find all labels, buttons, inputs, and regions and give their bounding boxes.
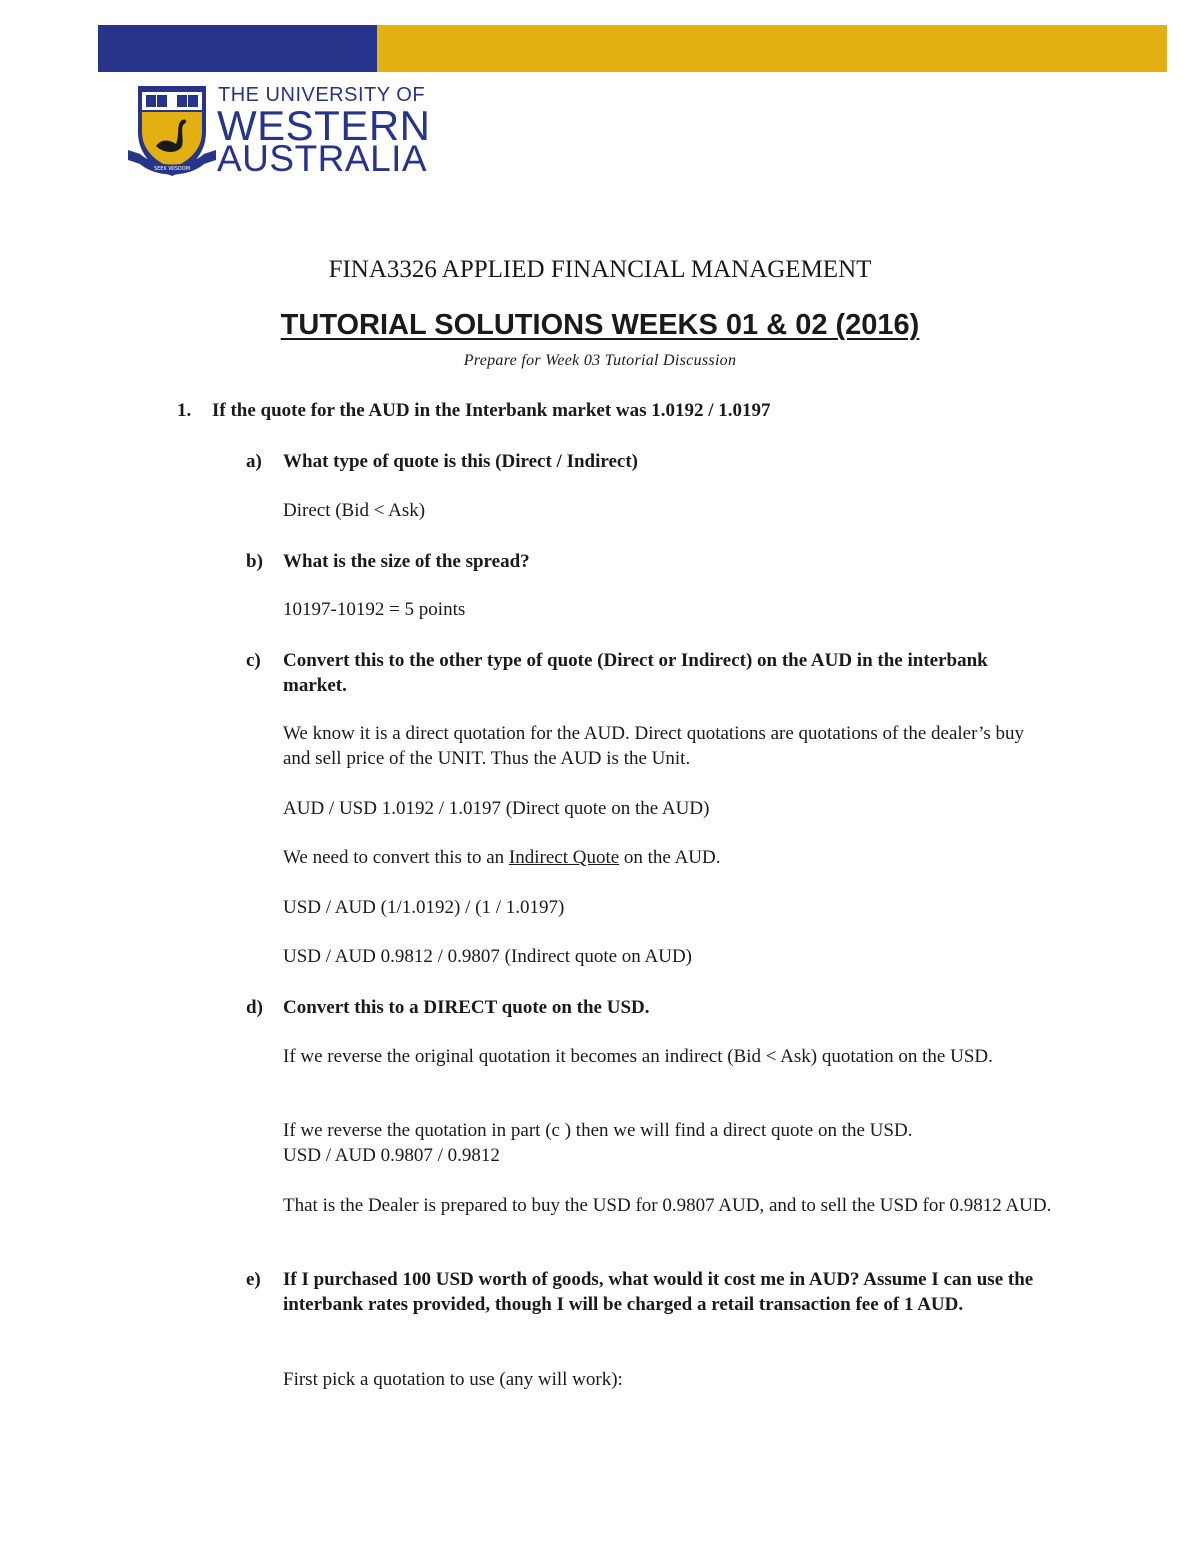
question-text: If the quote for the AUD in the Interbank market was 1.0192 / 1.0197	[212, 400, 771, 421]
banner-gold-block	[377, 25, 1167, 72]
part-c-text-after: on the AUD.	[619, 847, 721, 868]
indirect-quote-term: Indirect Quote	[508, 847, 620, 868]
part-e-paragraph-1: First pick a quotation to use (any will work):	[283, 1369, 623, 1390]
part-a-answer: Direct (Bid < Ask)	[283, 500, 426, 521]
part-a-label: a)	[246, 451, 262, 472]
crest-icon	[126, 84, 218, 180]
part-b-label: b)	[246, 551, 263, 572]
page-subtitle: Prepare for Week 03 Tutorial Discussion	[463, 352, 737, 369]
wordmark-line-3: AUSTRALIA	[217, 138, 428, 179]
wordmark-line-2: WESTERN	[217, 102, 431, 149]
part-d-paragraph-2b: USD / AUD 0.9807 / 0.9812	[283, 1145, 500, 1166]
part-e-question: If I purchased 100 USD worth of goods, what would it cost me in AUD? Assume I can use the interbank rates provided, though I will be charged a retail transaction fee of 1 AUD.	[283, 1269, 1034, 1315]
wordmark-line-1: THE UNIVERSITY OF	[218, 84, 426, 106]
part-c-question: Convert this to the other type of quote (Direct or Indirect) on the AUD in the interbank market.	[283, 650, 988, 696]
part-c-paragraph-3	[283, 845, 1043, 870]
part-a-question: What type of quote is this (Direct / Indirect)	[283, 451, 638, 472]
header-banner	[98, 25, 1167, 72]
course-title: FINA3326 APPLIED FINANCIAL MANAGEMENT	[328, 256, 872, 283]
part-d-paragraph-2a: If we reverse the quotation in part (c ) then we will find a direct quote on the USD.	[283, 1120, 913, 1141]
part-c-paragraph-5: USD / AUD 0.9812 / 0.9807 (Indirect quote on AUD)	[283, 946, 692, 967]
svg-text:SEEK WISDOM: SEEK WISDOM	[153, 166, 191, 172]
page-title: TUTORIAL SOLUTIONS WEEKS 01 & 02 (2016)	[280, 309, 920, 341]
part-c-paragraph-4: USD / AUD (1/1.0192) / (1 / 1.0197)	[283, 897, 565, 918]
part-d-paragraph-1: If we reverse the original quotation it becomes an indirect (Bid < Ask) quotation on the USD.	[283, 1046, 993, 1067]
part-c-paragraph-1: We know it is a direct quotation for the AUD. Direct quotations are quotations of the dealer’s buy and sell price of the UNIT. Thus the AUD is the Unit.	[283, 723, 1025, 769]
part-e-label: e)	[246, 1269, 261, 1290]
part-d-question: Convert this to a DIRECT quote on the USD.	[283, 997, 650, 1018]
part-c-text-before: We need to convert this to an	[283, 847, 509, 868]
part-b-answer: 10197-10192 = 5 points	[283, 599, 466, 620]
question-number: 1.	[177, 400, 192, 421]
part-c-label: c)	[246, 650, 261, 671]
part-c-paragraph-2: AUD / USD 1.0192 / 1.0197 (Direct quote on the AUD)	[283, 798, 710, 819]
part-d-paragraph-3: That is the Dealer is prepared to buy the USD for 0.9807 AUD, and to sell the USD for 0.9812 AUD.	[283, 1195, 1052, 1216]
part-d-label: d)	[246, 997, 263, 1018]
banner-blue-block	[98, 25, 377, 72]
university-logo	[126, 84, 431, 184]
part-b-question: What is the size of the spread?	[283, 551, 530, 572]
